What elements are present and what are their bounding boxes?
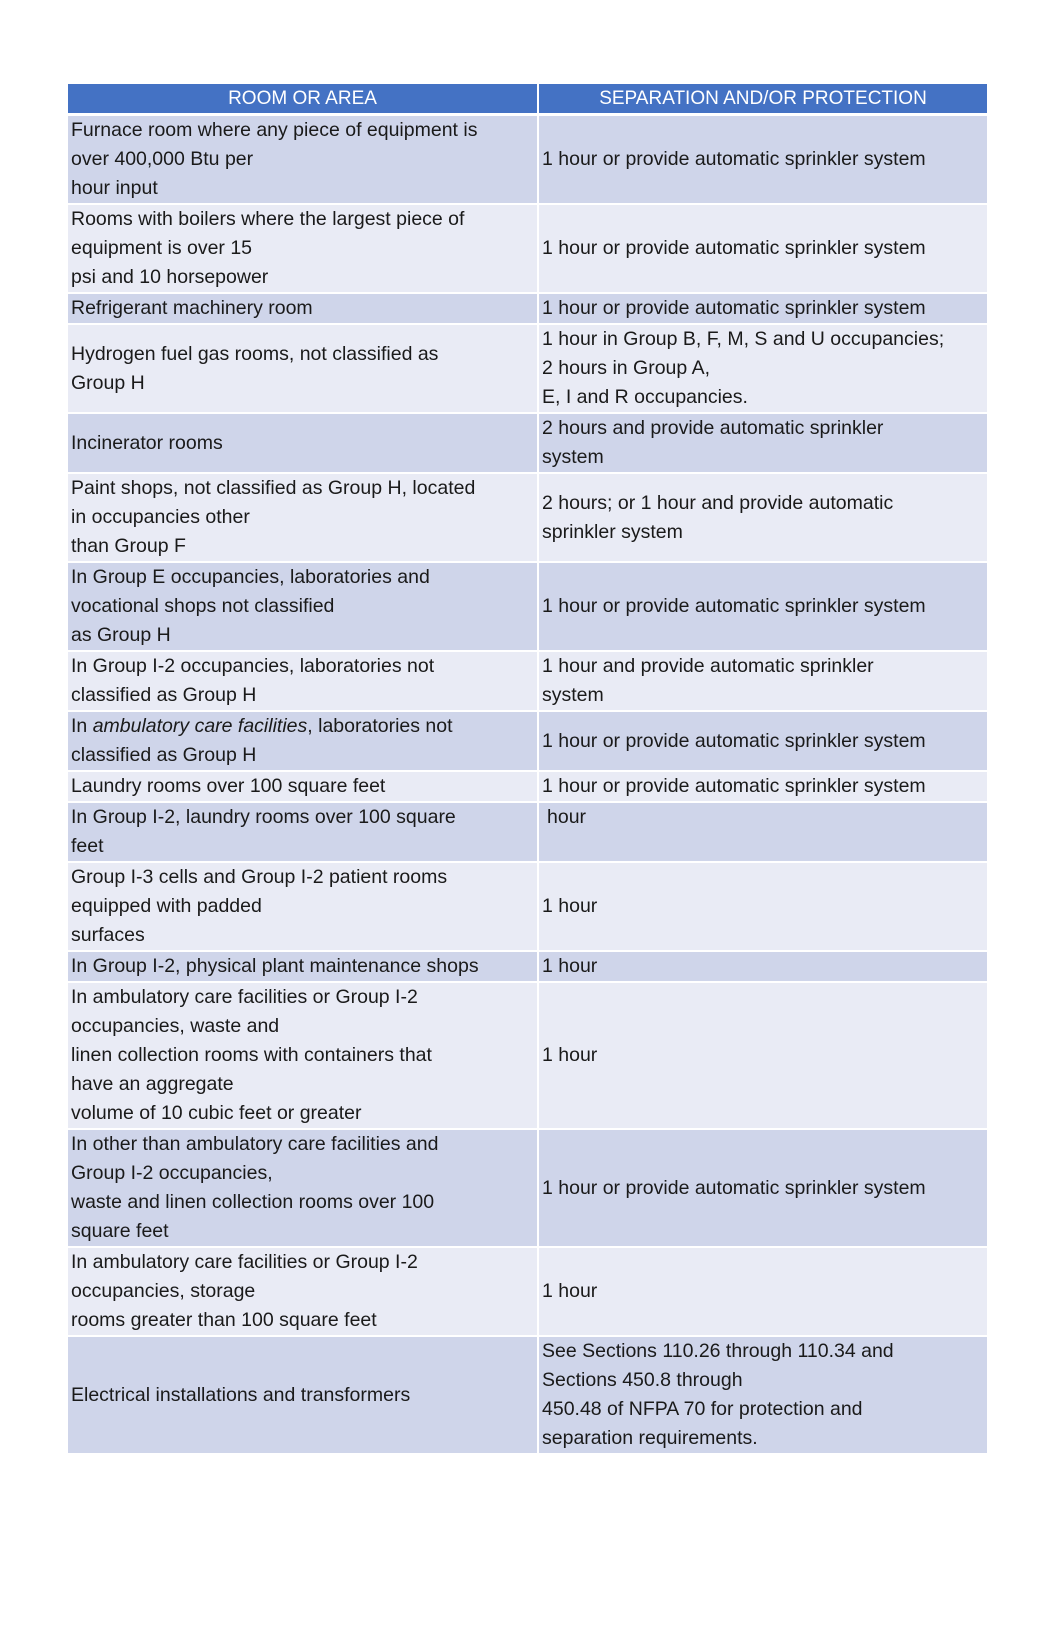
table-row [68, 651, 987, 711]
room-cell: Electrical installations and transformers [68, 1336, 538, 1454]
column-header-protection: SEPARATION AND/OR PROTECTION [538, 84, 987, 115]
protection-cell: 1 hour or provide automatic sprinkler system [538, 1129, 987, 1247]
table-row [68, 562, 987, 651]
table-row [68, 324, 987, 413]
protection-cell: 1 hour or provide automatic sprinkler system [538, 204, 987, 293]
room-text-suffix: , laboratories not classified as Group H [71, 715, 453, 766]
protection-cell: See Sections 110.26 through 110.34 and Sections 450.8 through 450.48 of NFPA 70 for protection and separation requirements. [538, 1336, 987, 1454]
room-cell: In other than ambulatory care facilities and Group I-2 occupancies, waste and linen collection rooms over 100 square feet [68, 1129, 538, 1247]
room-cell: Refrigerant machinery room [68, 293, 538, 324]
table-row [68, 771, 987, 802]
room-cell: In Group I-2 occupancies, laboratories not classified as Group H [68, 651, 538, 711]
table-row [68, 1247, 987, 1336]
column-header-room: ROOM OR AREA [68, 84, 538, 115]
room-cell: Group I-3 cells and Group I-2 patient rooms equipped with padded surfaces [68, 862, 538, 951]
room-cell: In Group E occupancies, laboratories and vocational shops not classified as Group H [68, 562, 538, 651]
table-row [68, 473, 987, 562]
room-cell: In ambulatory care facilities or Group I-2 occupancies, storage rooms greater than 100 square feet [68, 1247, 538, 1336]
protection-cell: 1 hour or provide automatic sprinkler system [538, 293, 987, 324]
table-header-row [68, 84, 987, 115]
protection-cell: 1 hour [538, 862, 987, 951]
room-cell: Paint shops, not classified as Group H, located in occupancies other than Group F [68, 473, 538, 562]
protection-cell: 1 hour [538, 1247, 987, 1336]
table-row [68, 802, 987, 862]
room-cell: Laundry rooms over 100 square feet [68, 771, 538, 802]
protection-cell: 1 hour or provide automatic sprinkler system [538, 771, 987, 802]
room-cell: In Group I-2, laundry rooms over 100 square feet [68, 802, 538, 862]
protection-cell: 2 hours; or 1 hour and provide automatic sprinkler system [538, 473, 987, 562]
room-cell: Hydrogen fuel gas rooms, not classified as Group H [68, 324, 538, 413]
protection-cell: 2 hours and provide automatic sprinkler system [538, 413, 987, 473]
protection-cell: 1 hour or provide automatic sprinkler system [538, 115, 987, 205]
protection-cell: hour [538, 802, 987, 862]
room-cell [68, 711, 538, 771]
separation-table [68, 84, 987, 1455]
room-cell: Incinerator rooms [68, 413, 538, 473]
room-cell: In ambulatory care facilities or Group I-2 occupancies, waste and linen collection rooms with containers that have an aggregate volume of 10 cubic feet or greater [68, 982, 538, 1129]
table-row [68, 204, 987, 293]
table-row [68, 115, 987, 205]
protection-cell: 1 hour or provide automatic sprinkler system [538, 711, 987, 771]
table-row [68, 1336, 987, 1454]
protection-cell: 1 hour or provide automatic sprinkler system [538, 562, 987, 651]
table-row [68, 293, 987, 324]
table-row [68, 711, 987, 771]
protection-cell: 1 hour and provide automatic sprinkler system [538, 651, 987, 711]
room-text-italic: ambulatory care facilities [92, 715, 308, 737]
table-row [68, 413, 987, 473]
room-cell: Rooms with boilers where the largest piece of equipment is over 15 psi and 10 horsepower [68, 204, 538, 293]
table-row [68, 1129, 987, 1247]
table-row [68, 862, 987, 951]
room-text-prefix: In [71, 715, 93, 737]
room-cell: Furnace room where any piece of equipment is over 400,000 Btu per hour input [68, 115, 538, 205]
protection-cell: 1 hour [538, 951, 987, 982]
protection-cell: 1 hour in Group B, F, M, S and U occupancies; 2 hours in Group A, E, I and R occupancies. [538, 324, 987, 413]
protection-cell: 1 hour [538, 982, 987, 1129]
table-row [68, 951, 987, 982]
table-row [68, 982, 987, 1129]
room-cell: In Group I-2, physical plant maintenance shops [68, 951, 538, 982]
